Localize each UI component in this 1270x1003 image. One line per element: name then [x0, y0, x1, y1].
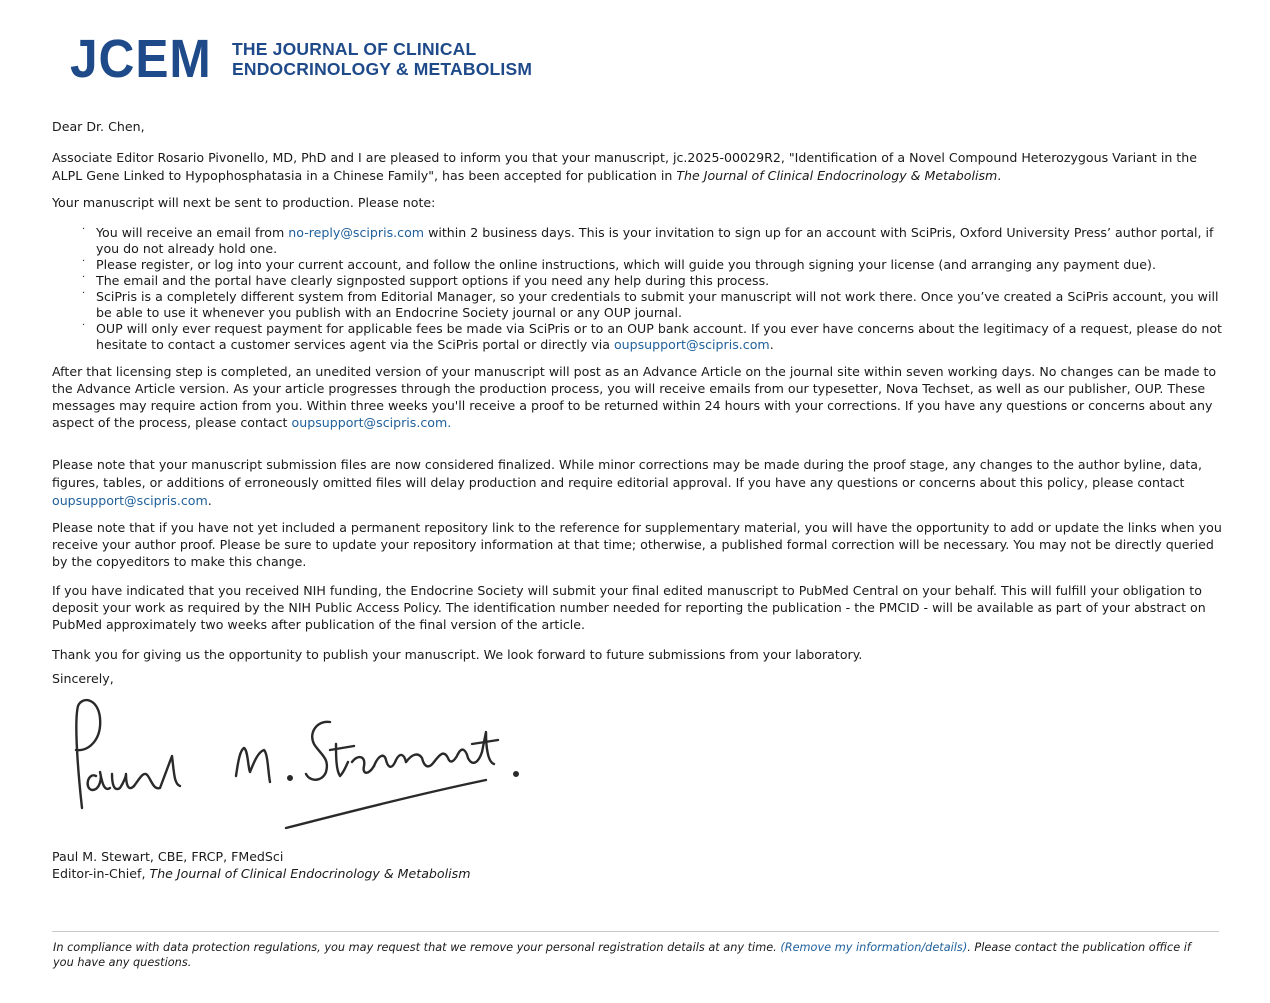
salutation: Dear Dr. Chen, — [52, 119, 145, 134]
bullet-text: Please register, or log into your current account, and follow the online instructions, which will guide you through signing your license (and arranging any payment due). — [96, 257, 1156, 272]
production-intro: Your manuscript will next be sent to production. Please note: — [52, 195, 436, 210]
finalized-end: . — [207, 493, 212, 508]
list-item — [82, 321, 1222, 353]
bullet-glyph: · — [82, 320, 86, 331]
data-protection-notice — [53, 940, 1213, 970]
repository-paragraph: Please note that if you have not yet included a permanent repository link to the reference for supplementary material, you will have the opportunity to add or update the links when you receive your author proof. Please be sure to update your repository information at that time; otherwise, a published formal correction will be necessary. You may not be directly queried by the copyeditors to make this change. — [52, 520, 1222, 569]
production-notes-list — [82, 225, 1222, 353]
editor-name: Paul M. Stewart, CBE, FRCP, FMedSci — [52, 849, 284, 864]
signature-image — [68, 692, 528, 832]
remove-my-information-link[interactable]: (Remove my information/details) — [780, 941, 968, 954]
logo-wordmark — [232, 39, 532, 79]
list-item — [82, 289, 1222, 321]
footer-divider — [52, 931, 1219, 932]
logo-mark: JCEM — [70, 29, 212, 89]
bullet-text: The email and the portal have clearly signposted support options if you need any help during this process. — [96, 273, 770, 288]
oupsupport-email-link[interactable]: oupsupport@scipris.com. — [291, 415, 452, 430]
bullet-text: You will receive an email from — [96, 225, 289, 240]
acceptance-text: Associate Editor Rosario Pivonello, MD, PhD and I are pleased to inform you that your manuscript, jc.2025-00029R2, "Identification of a Novel Compound Heterozygous Variant in the ALPL Gene Linked to Hypophosphatasia in a Chinese Family", has been accepted for publication in — [52, 150, 1197, 183]
bullet-text: OUP will only ever request payment for applicable fees be made via SciPris or to an OUP bank account. If you ever have concerns about the legitimacy of a request, please do not hesitate to contact a customer services agent via the SciPris portal or directly via — [96, 321, 1222, 352]
nih-funding-paragraph: If you have indicated that you received NIH funding, the Endocrine Society will submit your final edited manuscript to PubMed Central on your behalf. This will fulfill your obligation to deposit your work as required by the NIH Public Access Policy. The identification number needed for reporting the publication - the PMCID - will be available as part of your abstract on PubMed approximately two weeks after publication of the final version of the article. — [52, 583, 1206, 632]
bullet-glyph: · — [82, 288, 86, 299]
licensing-text: After that licensing step is completed, an unedited version of your manuscript will post as an Advance Article on the journal site within seven working days. No changes can be made to the Advance Article version. As your article progresses through the production process, you will receive emails from our typesetter, Nova Techset, as well as our publisher, OUP. These messages may require action from you. Within three weeks you'll receive a proof to be returned within 24 hours with your corrections. If you have any questions or concerns about any aspect of the process, please contact — [52, 364, 1217, 430]
bullet-glyph: · — [82, 256, 86, 267]
no-reply-email-link[interactable]: no-reply@scipris.com — [288, 225, 425, 240]
finalized-files-paragraph — [52, 456, 1222, 510]
jcem-logo — [70, 29, 533, 89]
oupsupport-email-link[interactable]: oupsupport@scipris.com — [52, 493, 208, 508]
logo-line-1: THE JOURNAL OF CLINICAL — [232, 39, 477, 59]
journal-name: The Journal of Clinical Endocrinology & Metabolism — [149, 866, 471, 881]
editor-signature — [68, 692, 528, 835]
oupsupport-email-link[interactable]: oupsupport@scipris.com — [613, 337, 770, 352]
list-item — [82, 225, 1222, 257]
bullet-text: SciPris is a completely different system from Editorial Manager, so your credentials to submit your manuscript will not work there. Once you’ve created a SciPris account, you will be able to use it whenever you publish with an Endocrine Society journal or any OUP journal. — [96, 289, 1219, 320]
notice-text-end: . Please contact the publication office if you have any questions. — [53, 941, 1191, 969]
journal-name: The Journal of Clinical Endocrinology & Metabolism — [676, 168, 998, 183]
finalized-text: Please note that your manuscript submission files are now considered finalized. While minor corrections may be made during the proof stage, any changes to the author byline, data, figures, tables, or additions of erroneously omitted files will delay production and require editorial approval. If you have any questions or concerns about this policy, please contact — [52, 457, 1202, 490]
list-item — [82, 273, 1222, 289]
editor-title — [52, 865, 1222, 882]
thank-you-paragraph: Thank you for giving us the opportunity to publish your manuscript. We look forward to future submissions from your laboratory. — [52, 647, 863, 662]
bullet-glyph: · — [82, 272, 86, 283]
bullet-text: within 2 business days. This is your invitation to sign up for an account with SciPris, Oxford University Press’ author portal, if you do not already hold one. — [96, 225, 1214, 256]
editor-role: Editor-in-Chief, — [52, 866, 150, 881]
bullet-end: . — [769, 337, 774, 352]
notice-text: In compliance with data protection regulations, you may request that we remove your personal registration details at any time. — [53, 941, 781, 954]
bullet-glyph: · — [82, 224, 86, 235]
acceptance-end: . — [997, 168, 1002, 183]
acceptance-paragraph — [52, 149, 1222, 185]
licensing-paragraph — [52, 363, 1222, 431]
list-item — [82, 257, 1222, 273]
closing: Sincerely, — [52, 671, 114, 686]
logo-line-2: ENDOCRINOLOGY & METABOLISM — [232, 59, 533, 79]
